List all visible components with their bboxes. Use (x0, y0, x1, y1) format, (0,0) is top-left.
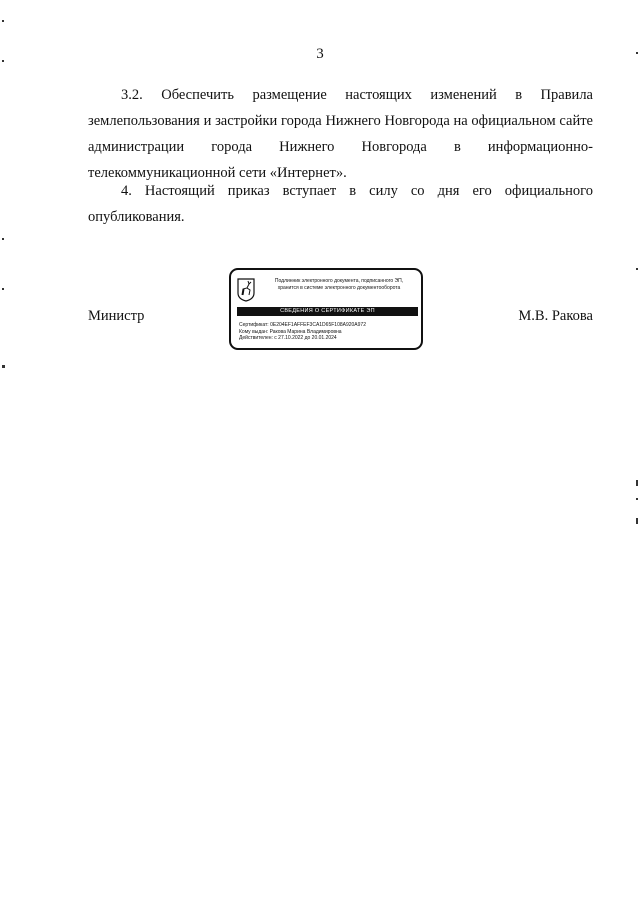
issued-to-line: Кому выдан: Ракова Марина Владимировна (239, 328, 342, 335)
scan-speck (636, 52, 638, 54)
stamp-header (259, 278, 419, 291)
scan-speck (2, 238, 4, 240)
stamp-details (239, 322, 419, 342)
stamp-title-bar: СВЕДЕНИЯ О СЕРТИФИКАТЕ ЭП (237, 307, 418, 316)
paragraph-3-2 (88, 82, 593, 186)
electronic-signature-stamp (229, 268, 423, 350)
paragraph-line: опубликования. (88, 209, 185, 225)
certificate-line: Сертификат: 0E204EF1AFFEF3CA1D65F108A920A972 (239, 322, 366, 328)
paragraph-line: администрации города Нижнего Новгорода в информационно- (88, 139, 593, 155)
scan-speck (2, 365, 5, 368)
scan-speck (636, 518, 638, 524)
validity-line: Действителен: с 27.10.2022 до 20.01.2024 (239, 335, 337, 341)
paragraph-line: землепользования и застройки города Нижнего Новгорода на официальном сайте (88, 113, 593, 129)
scan-speck (2, 60, 4, 62)
scan-speck (636, 268, 638, 270)
paragraph-line: 4. Настоящий приказ вступает в силу со дня его официального (121, 183, 593, 199)
stamp-header-line: Подлинник электронного документа, подписанного ЭП, (274, 278, 404, 284)
signer-name: М.В. Ракова (518, 308, 593, 324)
signer-position: Министр (88, 308, 145, 324)
scan-speck (2, 288, 4, 290)
scan-speck (636, 498, 638, 500)
paragraph-line: телекоммуникационной сети «Интернет». (88, 165, 347, 181)
stamp-header-line: хранится в системе электронного документооборота (277, 284, 401, 291)
paragraph-4 (88, 178, 593, 230)
scan-speck (2, 20, 4, 22)
scan-speck (636, 480, 638, 486)
page-number: 3 (316, 46, 324, 62)
deer-emblem-icon (237, 278, 255, 302)
paragraph-line: 3.2. Обеспечить размещение настоящих изменений в Правила (121, 87, 593, 103)
